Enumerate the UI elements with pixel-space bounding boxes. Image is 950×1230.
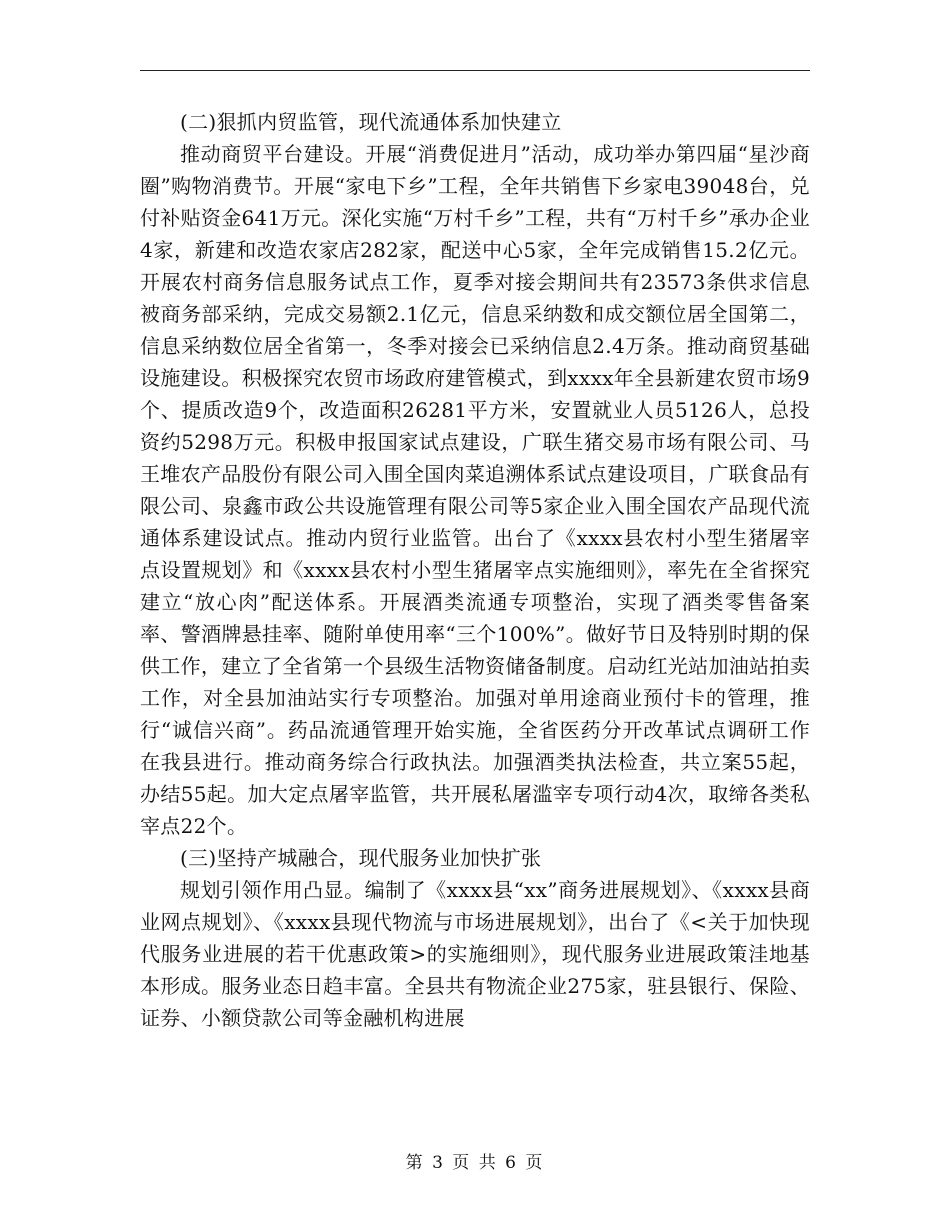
section-heading-2: (二)狠抓内贸监管，现代流通体系加快建立 bbox=[180, 110, 562, 134]
section-heading-3: (三)坚持产城融合，现代服务业加快扩张 bbox=[180, 846, 542, 870]
body-paragraph-2: 规划引领作用凸显。编制了《xxxx县“xx”商务进展规划》、《xxxx县商业网点规划》、《xxxx县现代物流与市场进展规划》，出台了《<关于加快现代服务业进展的若干优惠政策>的实施细则》，现代服务业进展政策洼地基本形成。服务业态日趋丰富。全县共有物流企业275家，驻县银行、保险、证券、小额贷款公司等金融机构进展 bbox=[140, 878, 810, 1030]
header-divider bbox=[140, 70, 810, 71]
body-paragraph-1: 推动商贸平台建设。开展“消费促进月”活动，成功举办第四届“星沙商圈”购物消费节。开展“家电下乡”工程，全年共销售下乡家电39048台，兑付补贴资金641万元。深化实施“万村千乡”工程，共有“万村千乡”承办企业4家，新建和改造农家店282家，配送中心5家，全年完成销售15.2亿元。开展农村商务信息服务试点工作，夏季对接会期间共有23573条供求信息被商务部采纳，完成交易额2.1亿元，信息采纳数和成交额位居全国第二，信息采纳数位居全省第一，冬季对接会已采纳信息2.4万条。推动商贸基础设施建设。积极探究农贸市场政府建管模式，到xxxx年全县新建农贸市场9个、提质改造9个，改造面积26281平方米，安置就业人员5126人，总投资约5298万元。积极申报国家试点建设，广联生猪交易市场有限公司、马王堆农产品股份有限公司入围全国肉菜追溯体系试点建设项目，广联食品有限公司、泉鑫市政公共设施管理有限公司等5家企业入围全国农产品现代流通体系建设试点。推动内贸行业监管。出台了《xxxx县农村小型生猪屠宰点设置规划》和《xxxx县农村小型生猪屠宰点实施细则》，率先在全省探究建立“放心肉”配送体系。开展酒类流通专项整治，实现了酒类零售备案率、警酒牌悬挂率、随附单使用率“三个100%”。做好节日及特别时期的保供工作，建立了全省第一个县级生活物资储备制度。启动红光站加油站拍卖工作，对全县加油站实行专项整治。加强对单用途商业预付卡的管理，推行“诚信兴商”。药品流通管理开始实施，全省医药分开改革试点调研工作在我县进行。推动商务综合行政执法。加强酒类执法检查，共立案55起，办结55起。加大定点屠宰监管，共开展私屠滥宰专项行动4次，取缔各类私宰点22个。 bbox=[140, 142, 810, 838]
page-number-footer: 第 3 页 共 6 页 bbox=[405, 1153, 545, 1173]
document-body bbox=[140, 106, 810, 1034]
